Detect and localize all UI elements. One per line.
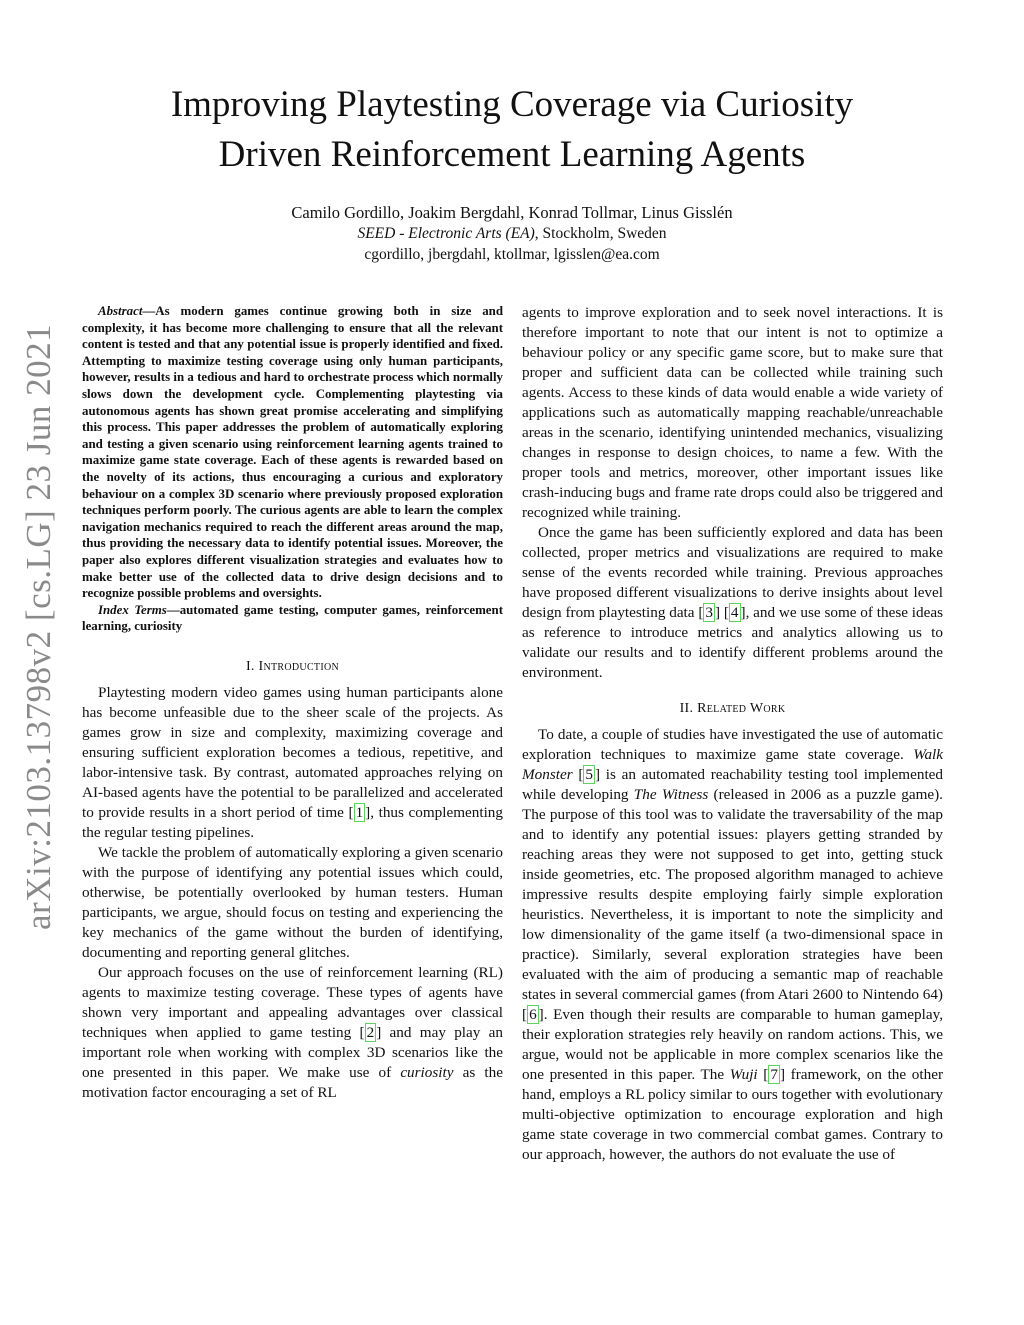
citation-number[interactable]: 3 — [705, 604, 713, 621]
intro-paragraph-3: Our approach focuses on the use of reinforcement learning (RL) agents to maximize testing coverage. These types of agents have shown very important and appealing advantages over classical techniques when applied to game testing [ 2 ] and may play an important role when working with complex 3D scenarios like the one presented in this paper. We make use of curiosity as the motivation factor encouraging a set of RL — [82, 963, 503, 1101]
citation-number[interactable]: 4 — [730, 604, 739, 621]
citation-number[interactable]: 1 — [355, 803, 364, 821]
citation-number[interactable]: 7 — [770, 1066, 778, 1083]
author-emails[interactable]: cgordillo, jbergdahl, ktollmar, lgisslen@ea.com — [364, 246, 660, 263]
title-line-1: Improving Playtesting Coverage via Curiosity — [170, 84, 854, 125]
index-terms — [82, 602, 503, 635]
citation-number[interactable]: 6 — [529, 1006, 537, 1023]
citation-link[interactable] — [365, 1023, 377, 1042]
affiliation-org: SEED - Electronic Arts (EA) — [357, 225, 535, 242]
related-text-b: is an automated reachability testing tool implemented while developing — [522, 766, 943, 803]
affiliation — [90, 224, 934, 244]
section-heading-related-work: II. Related Work — [679, 701, 786, 716]
related-text-c: (released in 2006 as a puzzle game). The purpose of this tool was to validate the traversability of the map and to identify any potential issues: players getting stranded by reaching areas they were not supposed to get into, getting stuck inside geometries, etc. The proposed algorithm managed to achieve impressive results despite employing fairly simple exploration heuristics. Nevertheless, it is important to note the simplicity and low dimensionality of the game itself (a two-dimensional space in practice). Similarly, several exploration strategies have been evaluated with the aim of producing a semantic map of reachable states in several commercial games (from Atari 2600 to Nintendo 64) — [522, 786, 943, 1003]
citation-number[interactable]: 5 — [585, 766, 594, 783]
right-p2-text: Once the game has been sufficiently explored and data has been collected, proper metrics and visualizations are required to make sense of the events recorded while training. Previous approaches have proposed different visualizations to derive insights about level design from playtesting data — [522, 524, 943, 621]
related-text-d: . Even though their results are comparable to human gameplay, their exploration strategies rely heavily on random actions. This, we argue, would not be applicable in more complex scenarios like the one presented in this paper. The — [522, 1006, 943, 1083]
citation-link[interactable] — [527, 1005, 539, 1024]
related-emphasis-walk-monster: Walk Monster — [522, 746, 943, 783]
citation-link[interactable] — [583, 765, 595, 784]
right-body-upper — [522, 303, 943, 683]
right-paragraph-2: Once the game has been sufficiently explored and data has been collected, proper metrics and visualizations are required to make sense of the events recorded while training. Previous approaches have proposed different visualizations to derive insights about level design from playtesting data [ 3 ] [ 4 ], and we use some of these ideas as reference to introduce metrics and analytics allowing us to validate our results and to identify different problems around the environment. — [522, 524, 943, 681]
abstract-text: —As modern games continue growing both in size and complexity, it has become more challenging to ensure that all the relevant content is tested and that any potential issue is properly identified and fixed. Attempting to maximize testing coverage using only human participants, however, results in a tedious and hard to orchestrate process which normally slows down the development cycle. Complementing playtesting via autonomous agents has shown great promise accelerating and simplifying this process. This paper addresses the problem of automatically exploring and testing a given scenario using reinforcement learning agents trained to maximize game state coverage. Each of these agents is rewarded based on the novelty of its actions, thus encouraging a curious and exploratory behaviour on a complex 3D scenario where previously proposed exploration techniques perform poorly. The curious agents are able to learn the complex navigation mechanics required to reach the different areas around the map, thus providing the necessary data to identify potential issues. Moreover, the paper also explores different visualization strategies and evaluates how to make better use of the collected data to drive design decisions and to recognize possible problems and oversights. — [82, 304, 503, 601]
index-terms-label: Index Terms — [98, 602, 167, 617]
citation-link[interactable] — [729, 603, 741, 622]
intro-p3-emphasis: curiosity — [400, 1063, 454, 1081]
intro-p3-text-mid: and may play an important role when working with complex 3D scenarios like the one presented in this paper. We make use of — [82, 1023, 503, 1081]
intro-p1-text-end: , thus complementing the regular testing pipelines. — [82, 803, 503, 841]
title-line-2: Driven Reinforcement Learning Agents — [218, 134, 806, 175]
right-paragraph-1: agents to improve exploration and to seek novel interactions. It is therefore important to note that our intent is not to optimize a behaviour policy or any specific game score, but to make sure that proper and sufficient data can be collected while training such agents. Access to these kinds of data would enable a wide variety of applications such as automatically mapping reachable/unreachable areas in the scenario, identifying unintended mechanics, visualizing changes in response to design choices, to name a few. With the proper tools and metrics, moreover, other important issues like crash-inducing bugs and frame rate drops could also be triggered and recognized while training. — [522, 304, 943, 521]
index-terms-text: —automated game testing, computer games, reinforcement learning, curiosity — [82, 602, 503, 634]
intro-paragraph-2: We tackle the problem of automatically exploring a given scenario with the purpose of identifying any potential issues which could, otherwise, be potentially overlooked by human testers. Human participants, we argue, should focus on testing and experiencing the key mechanics of the game without the burden of identifying, documenting and reporting general glitches. — [82, 843, 503, 961]
intro-paragraph-1: Playtesting modern video games using human participants alone has become unfeasible due to the sheer scale of the projects. As games grow in size and complexity, maximizing coverage and ensuring sufficient exploration becomes a tedious, repetitive, and labor-intensive task. By contrast, automated approaches relying on AI-based agents have the potential to be parallelized and accelerated to provide results in a short period of time [ 1 ], thus complementing the regular testing pipelines. — [82, 683, 503, 841]
arxiv-stamp: arXiv:2103.13798v2 [cs.LG] 23 Jun 2021 — [19, 323, 58, 930]
introduction-body — [82, 683, 503, 1103]
abstract-paragraph — [82, 303, 503, 602]
abstract-label: Abstract — [98, 304, 143, 318]
citation-link[interactable] — [703, 603, 715, 622]
citation-link[interactable] — [768, 1065, 780, 1084]
related-emphasis-wuji: Wuji — [729, 1066, 758, 1083]
section-heading-introduction: I. Introduction — [245, 658, 340, 674]
paper-title — [90, 80, 934, 180]
citation-link[interactable] — [354, 803, 366, 822]
left-column — [82, 303, 503, 1103]
citation-number[interactable]: 2 — [366, 1023, 375, 1041]
related-paragraph-1: To date, a couple of studies have investigated the use of automatic exploration techniques to maximize game state coverage. Walk Monster [ 5 ] is an automated reachability testing tool implemented while developing The Witness (released in 2006 as a puzzle game). The purpose of this tool was to validate the traversability of the map and to identify any potential issues: players getting stranded by reaching areas they were not supposed to get into, getting stuck inside geometries, etc. The proposed algorithm managed to achieve impressive results despite employing fairly simple exploration heuristics. Nevertheless, it is important to note the simplicity and low dimensionality of the game itself (a two-dimensional space in practice). Similarly, several exploration strategies have been evaluated with the aim of producing a semantic map of reachable states in several commercial games (from Atari 2600 to Nintendo 64) [ 6 ]. Even though their results are comparable to human gameplay, their exploration strategies rely heavily on random actions. This, we argue, would not be applicable in more complex scenarios like the one presented in this paper. The Wuji [ 7 ] framework, on the other hand, employs a RL policy similar to ours together with evolutionary multi-objective optimization to encourage exploration and high game state coverage in two commercial combat games. Contrary to our approach, however, the authors do not evaluate the use of — [522, 726, 943, 1163]
author-list: Camilo Gordillo, Joakim Bergdahl, Konrad Tollmar, Linus Gisslén — [291, 203, 733, 222]
intro-p1-text: Playtesting modern video games using human participants alone has become unfeasible due to the sheer scale of the projects. As games grow in size and complexity, maximizing coverage and ensuring sufficient exploration becomes a tedious, repetitive, and labor-intensive task. By contrast, automated approaches relying on AI-based agents have the potential to be parallelized and accelerated to provide results in a short period of time — [82, 683, 503, 821]
intro-p3-text-end: as the motivation factor encouraging a set of RL — [82, 1063, 503, 1101]
related-emphasis-the-witness: The Witness — [633, 786, 709, 803]
intro-p3-text: Our approach focuses on the use of reinforcement learning (RL) agents to maximize testing coverage. These types of agents have shown very important and appealing advantages over classical techniques when applied to game testing — [82, 963, 503, 1041]
right-column — [522, 303, 943, 1165]
affiliation-location: , Stockholm, Sweden — [534, 225, 667, 242]
right-p2-text-end: , and we use some of these ideas as reference to introduce metrics and analytics allowing us to validate our results and to identify different problems around the environment. — [522, 604, 943, 681]
related-text-e: framework, on the other hand, employs a RL policy similar to ours together with evolutionary multi-objective optimization to encourage exploration and high game state coverage in two commercial combat games. Contrary to our approach, however, the authors do not evaluate the use of — [522, 1066, 943, 1163]
abstract-block — [82, 303, 503, 635]
related-work-body — [522, 725, 943, 1165]
related-text-a: To date, a couple of studies have investigated the use of automatic exploration techniques to maximize game state coverage. — [522, 726, 943, 763]
